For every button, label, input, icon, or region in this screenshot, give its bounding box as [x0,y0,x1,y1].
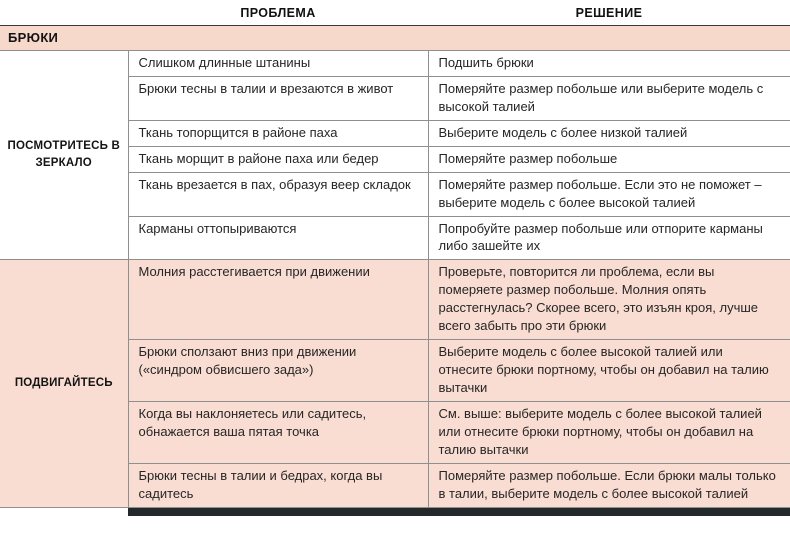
group-label-move: ПОДВИГАЙТЕСЬ [0,260,128,507]
problem-cell: Ткань топорщится в районе паха [128,120,428,146]
problem-cell: Когда вы наклоняетесь или садитесь, обнажается ваша пятая точка [128,401,428,463]
solution-cell: Проверьте, повторится ли проблема, если вы померяете размер побольше. Молния опять расстегнулась? Скорее всего, это изъян кроя, лучше всего забыть про эти брюки [428,260,790,340]
column-headers [0,0,790,25]
bottom-strip-left [0,508,128,516]
solution-cell: Померяйте размер побольше [428,146,790,172]
solution-cell: Померяйте размер побольше. Если брюки малы только в талии, выберите модель с более высокой талией [428,463,790,507]
table-row [0,50,790,76]
problem-cell: Брюки тесны в талии и врезаются в живот [128,76,428,120]
solution-cell: Подшить брюки [428,50,790,76]
solution-cell: Померяйте размер побольше. Если это не поможет – выберите модель с более высокой талией [428,172,790,216]
section-title: БРЮКИ [0,26,790,51]
problem-cell: Брюки тесны в талии и бедрах, когда вы садитесь [128,463,428,507]
solution-cell: Выберите модель с более высокой талией или отнесите брюки портному, чтобы он добавил на талию вытачки [428,340,790,402]
group-label-mirror: ПОСМОТРИТЕСЬ В ЗЕРКАЛО [0,50,128,259]
solution-cell: Выберите модель с более низкой талией [428,120,790,146]
bottom-strip-row [0,508,790,516]
fit-problems-table [0,25,790,508]
solution-cell: Померяйте размер побольше или выберите модель с высокой талией [428,76,790,120]
solution-cell: Попробуйте размер побольше или отпорите карманы либо зашейте их [428,216,790,260]
next-section-strip [128,508,790,516]
solution-cell: См. выше: выберите модель с более высокой талией или отнесите брюки портному, чтобы он добавил на талию вытачки [428,401,790,463]
problem-cell: Молния расстегивается при движении [128,260,428,340]
problem-cell: Брюки сползают вниз при движении («синдром обвисшего зада») [128,340,428,402]
table-row [0,260,790,340]
problem-cell: Слишком длинные штанины [128,50,428,76]
section-header-row [0,26,790,51]
column-header-solution: РЕШЕНИЕ [575,5,643,20]
column-header-problem: ПРОБЛЕМА [240,5,316,20]
problem-cell: Ткань морщит в районе паха или бедер [128,146,428,172]
problem-cell: Ткань врезается в пах, образуя веер складок [128,172,428,216]
problem-cell: Карманы оттопыриваются [128,216,428,260]
